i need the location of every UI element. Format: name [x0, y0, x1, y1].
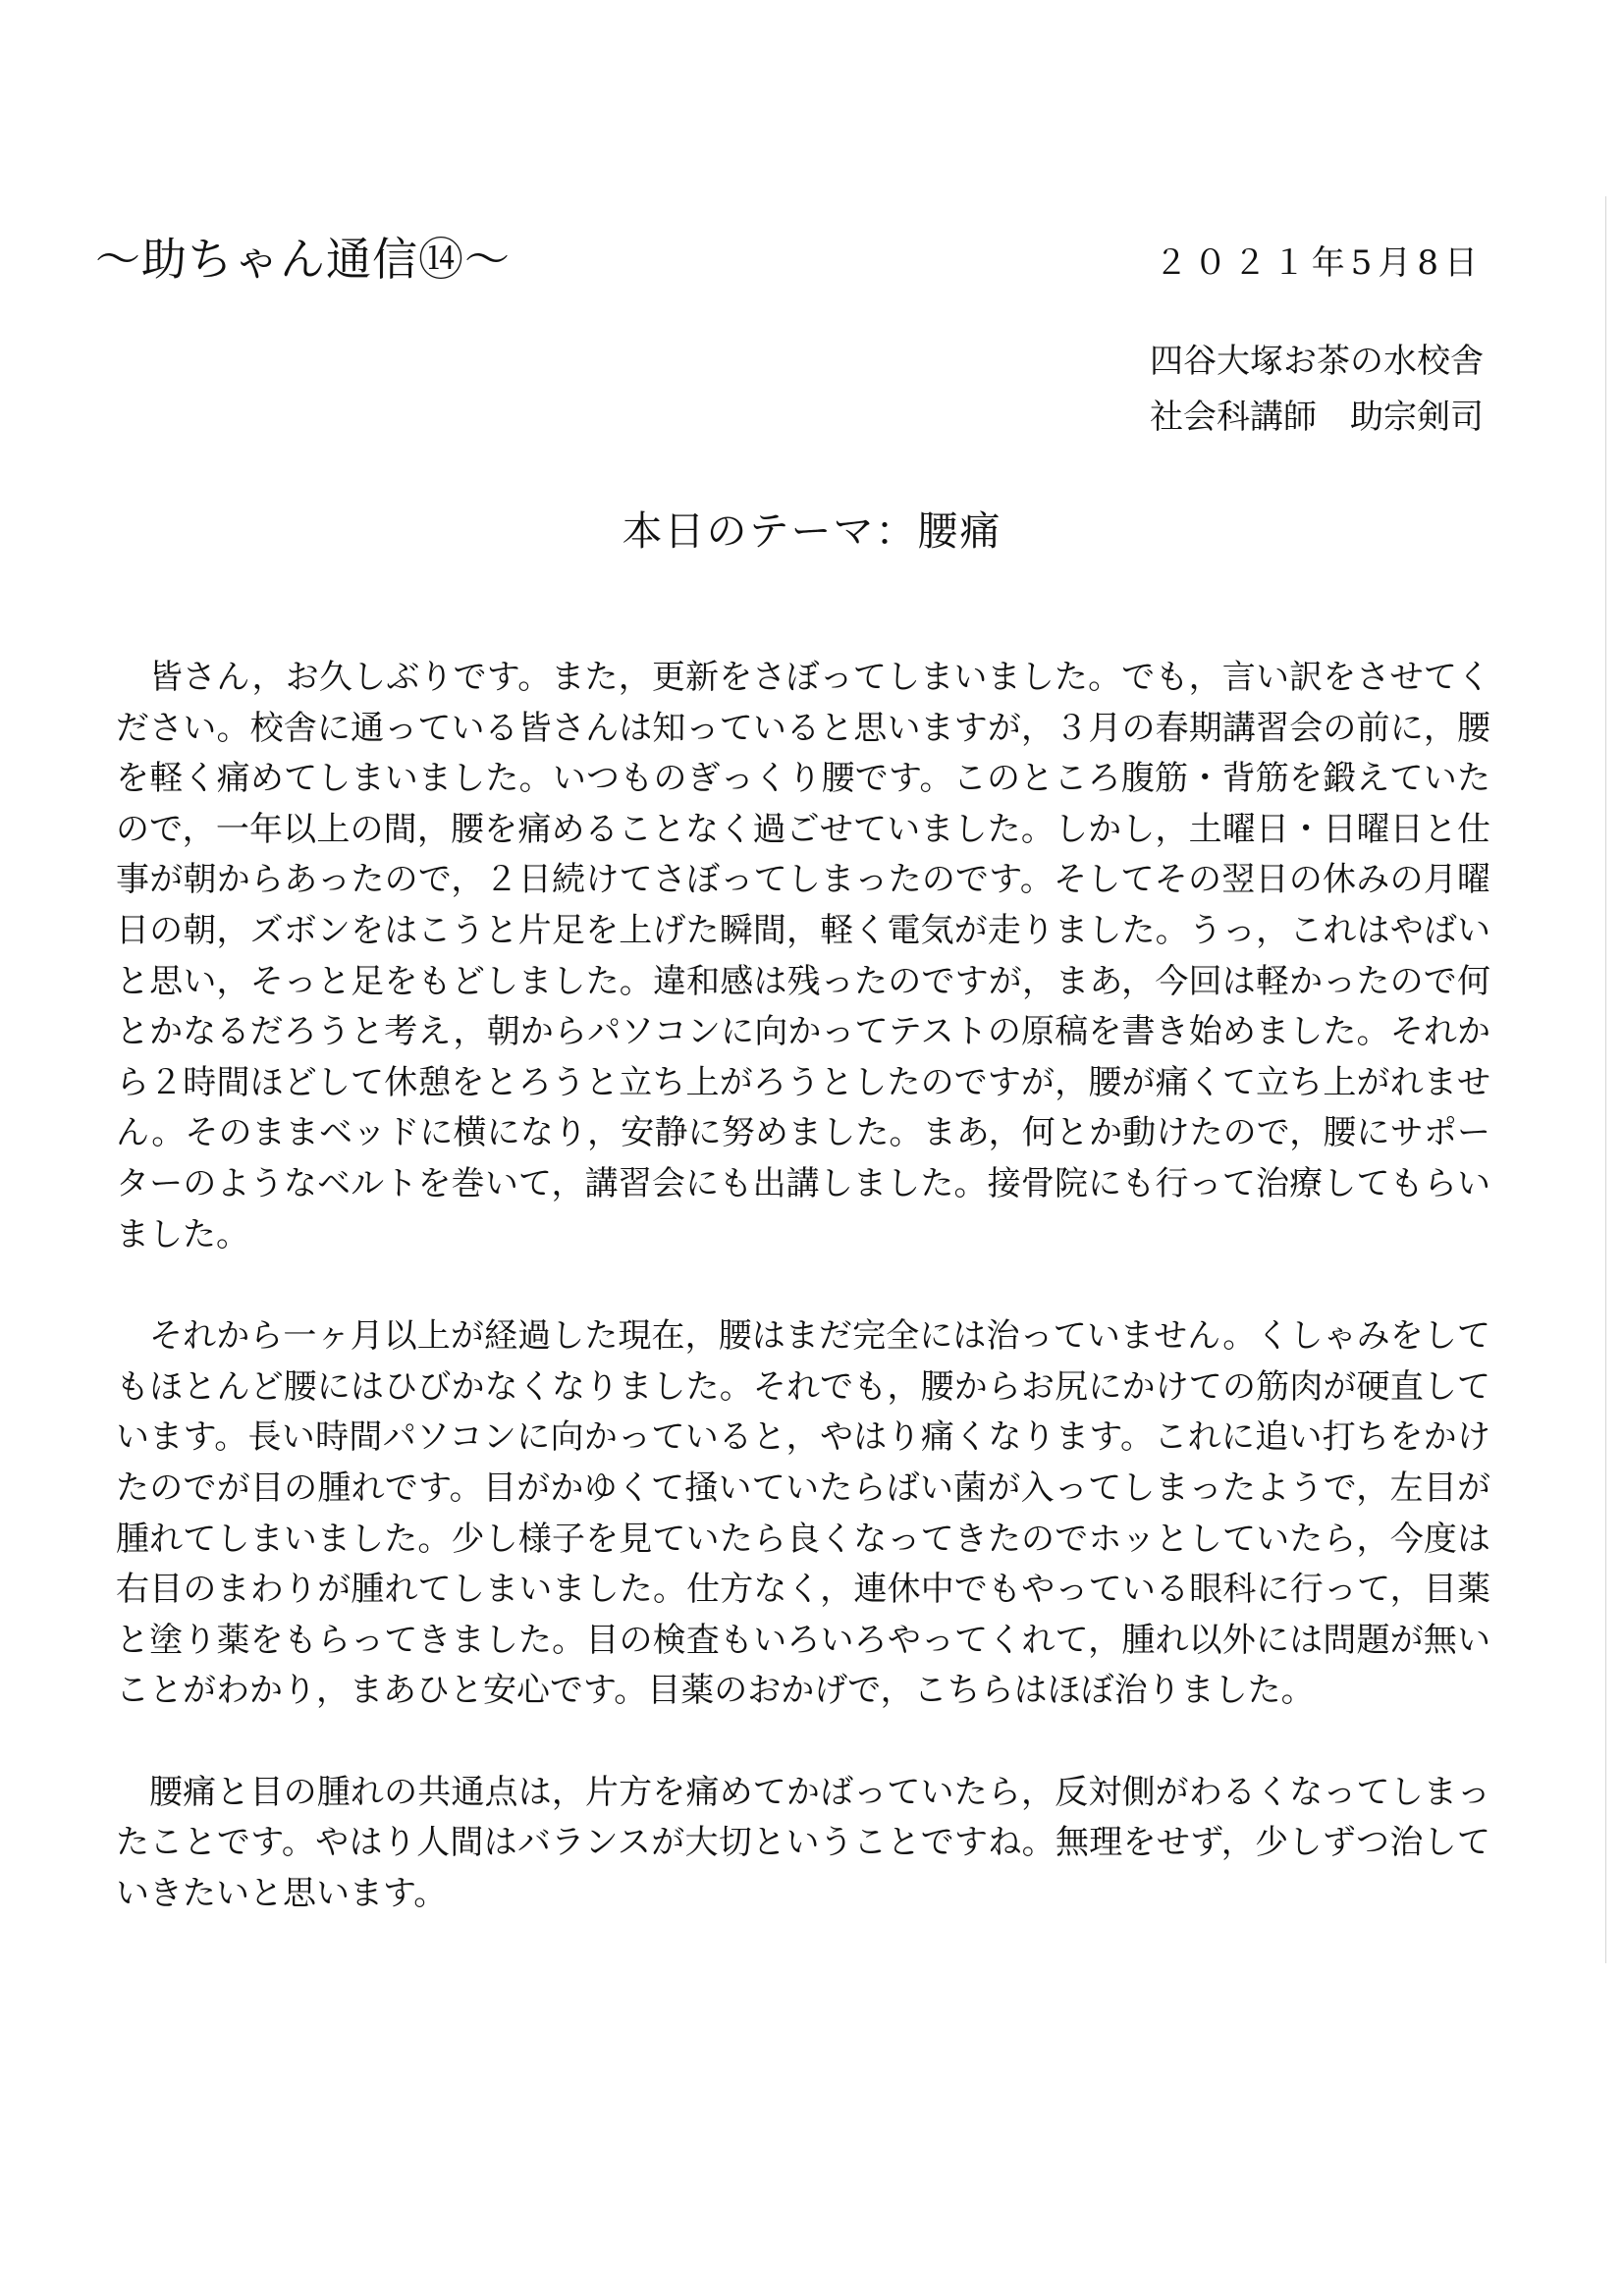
theme-heading: 本日のテーマ：腰痛 — [622, 507, 1002, 555]
school-name: 四谷大塚お茶の水校舎 — [1150, 342, 1484, 381]
paragraph-1: 皆さん，お久しぶりです。また，更新をさぼってしまいました。でも，言い訳をさせてください。校舎に通っている皆さんは知っていると思いますが，３月の春期講習会の前に，腰を軽く痛めてしまいました。いつものぎっくり腰です。このところ腹筋・背筋を鍛えていたので，一年以上の間，腰を痛めることなく過ごせていました。しかし，土曜日・日曜日と仕事が朝からあったので，２日続けてさぼってしまったのです。そしてその翌日の休みの月曜日の朝，ズボンをはこうと片足を上げた瞬間，軽く電気が走りました。うっ，これはやばいと思い，そっと足をもどしました。違和感は残ったのですが，まあ，今回は軽かったので何とかなるだろうと考え，朝からパソコンに向かってテストの原稿を書き始めました。それから２時間ほどして休憩をとろうと立ち上がろうとしたのですが，腰が痛くて立ち上がれません。そのままベッドに横になり，安静に努めました。まあ，何とか動けたので，腰にサポーターのようなベルトを巻いて，講習会にも出講しました。接骨院にも行って治療してもらいました。 — [116, 658, 1490, 1255]
scan-edge-line — [1605, 196, 1606, 1963]
paragraph-2: それから一ヶ月以上が経過した現在，腰はまだ完全には治っていません。くしゃみをしてもほとんど腰にはひびかなくなりました。それでも，腰からお尻にかけての筋肉が硬直しています。長い時間パソコンに向かっていると，やはり痛くなります。これに追い打ちをかけたのでが目の腫れです。目がかゆくて掻いていたらばい菌が入ってしまったようで，左目が腫れてしまいました。少し様子を見ていたら良くなってきたのでホッとしていたら，今度は右目のまわりが腫れてしまいました。仕方なく，連休中でもやっている眼科に行って，目薬と塗り薬をもらってきました。目の検査もいろいろやってくれて，腫れ以外には問題が無いことがわかり，まあひと安心です。目薬のおかげで，こちらはほぼ治りました。 — [116, 1316, 1490, 1711]
paragraph-3: 腰痛と目の腫れの共通点は，片方を痛めてかばっていたら，反対側がわるくなってしまったことです。やはり人間はバランスが大切ということですね。無理をせず，少しずつ治していきたいと思います。 — [116, 1772, 1490, 1914]
newsletter-title: ～助ちゃん通信⑭～ — [95, 233, 511, 286]
issue-date: ２０２１年5月8日 — [1154, 243, 1484, 283]
author-name: 社会科講師 助宗剣司 — [1150, 398, 1484, 437]
article-body — [116, 653, 1490, 1920]
author-block — [1150, 334, 1484, 446]
